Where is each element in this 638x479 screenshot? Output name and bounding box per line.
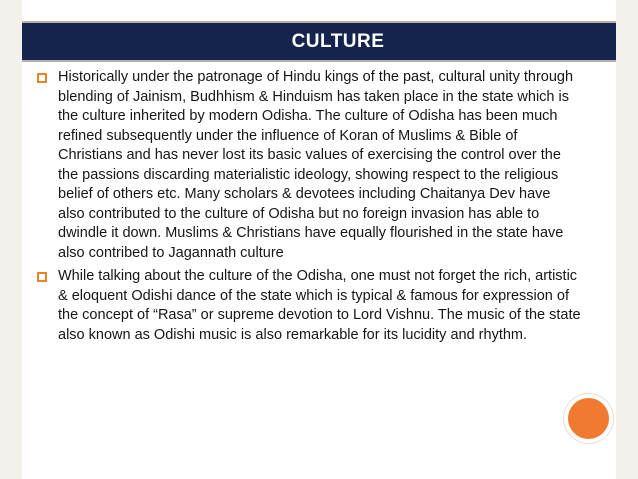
bullet-item (36, 267, 581, 345)
slide-frame-left (0, 0, 22, 479)
hollow-square-bullet-icon (36, 271, 48, 283)
hollow-square-bullet-icon (36, 72, 48, 84)
orange-circle-decoration (568, 398, 609, 439)
bullet-list (36, 68, 581, 345)
title-bar (22, 21, 616, 62)
slide-title: CULTURE (291, 30, 385, 52)
bullet-text: While talking about the culture of the Odisha, one must not forget the rich, artistic & eloquent Odishi dance of the state which is typical & famous for expression of the concept of “Rasa” or supreme devotion to Lord Vishnu. The music of the state also known as Odishi music is also remarkable for its lucidity and rhythm. (58, 268, 581, 343)
bullet-item (36, 68, 581, 263)
bullet-text: Historically under the patronage of Hindu kings of the past, cultural unity through blending of Jainism, Budhhism & Hinduism has taken place in the state which is the culture inherited by modern Odisha. The culture of Odisha has been much refined subsequently under the influence of Koran of Muslims & Bible of Christians and has never lost its basic values of exercising the control over the the passions discarding materialistic ideology, showing respect to the religious belief of others etc. Many scholars & devotees including Chaitanya Dev have also contributed to the culture of Odisha but no foreign invasion has able to dwindle it down. Muslims & Christians have equally flourished in the state have also contribed to Jagannath culture (58, 69, 574, 261)
slide-frame-right (616, 0, 638, 479)
